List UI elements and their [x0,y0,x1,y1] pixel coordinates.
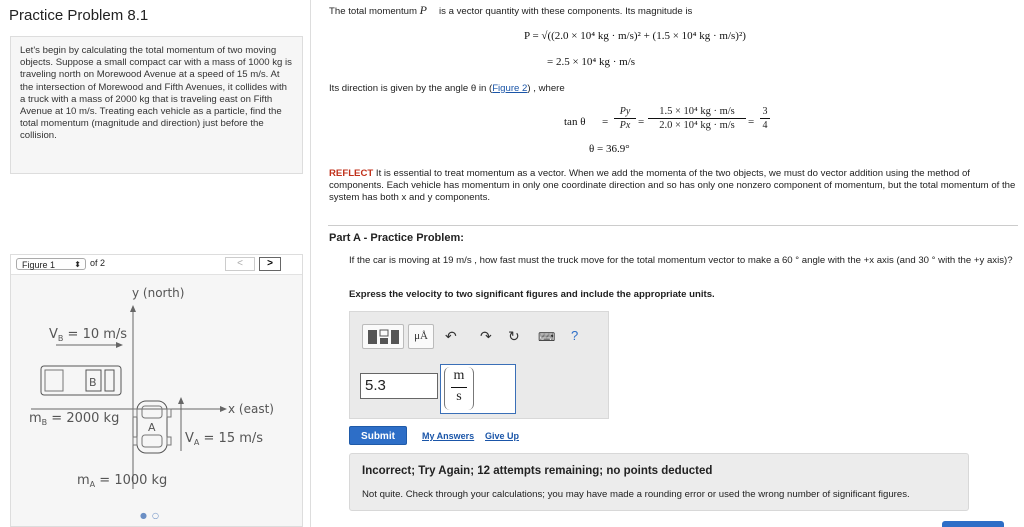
select-arrows-icon: ⬍ [74,260,81,269]
problem-panel [0,0,311,527]
section-divider [328,225,1018,226]
give-up-link[interactable]: Give Up [485,431,520,441]
tan-fraction-2: 1.5 × 10⁴ kg · m/s 2.0 × 10⁴ kg · m/s [648,106,746,131]
y-axis-label: y (north) [132,286,185,300]
part-a-heading: Part A - Practice Problem: [329,232,464,244]
figure-2-link[interactable]: Figure 2 [492,83,528,94]
templates-icon [363,325,403,348]
tan-fraction-1: Py Px [614,106,636,131]
submit-button[interactable]: Submit [349,426,407,445]
figure-next-button[interactable]: > [259,257,281,271]
figure-page-dot-2[interactable]: ○ [152,511,159,520]
undo-icon[interactable]: ↶ [445,328,457,344]
direction-text: Its direction is given by the angle θ in (Figure 2) , where [329,83,565,94]
figure-select-value: Figure 1 [22,260,56,270]
tan-equals-2: = [638,116,645,128]
continue-button-partial[interactable] [942,521,1004,527]
truck-letter: B [89,376,97,389]
keyboard-icon[interactable]: ⌨ [538,330,556,344]
tan-equals: = [602,116,609,128]
y-axis-arrow-icon [130,305,136,312]
collision-figure [11,275,302,526]
unit-denominator: s [456,389,462,404]
feedback-title: Incorrect; Try Again; 12 attempts remaining; no points deducted [362,465,713,477]
magnitude-equation-line2: = 2.5 × 10⁴ kg · m/s [547,56,636,68]
figure-toolbar [11,255,302,275]
feedback-box [349,453,969,511]
templates-button[interactable] [362,324,404,349]
magnitude-equation-line1: P = √((2.0 × 10⁴ kg · m/s)² + (1.5 × 10⁴ kg · m/s)²) [524,30,746,42]
momentum-intro: The total momentum P⃗ is a vector quantity with these components. Its magnitude is [329,3,693,17]
value-input[interactable]: 5.3 [360,373,438,399]
figure-prev-button[interactable]: < [225,257,255,271]
x-axis-arrow-icon [220,406,227,412]
page-title: Practice Problem 8.1 [9,7,149,24]
reflect-label: REFLECT [329,168,374,179]
question-text: If the car is moving at 19 m/s , how fast must the truck move for the total momentum vector to make a 60 ° angle with the +x axis (and 30 ° with the +y axis)? [349,255,1013,266]
p-vector-symbol: P⃗ [419,3,437,17]
feedback-message: Not quite. Check through your calculations; you may have made a rounding error or used the wrong number of significant figures. [362,489,910,500]
tan-fraction-3: 3 4 [760,106,770,131]
truck-arrow-head-icon [116,342,123,348]
theta-result: θ = 36.9° [589,143,630,155]
truck-b-icon [41,366,121,395]
reset-icon[interactable]: ↻ [508,328,520,344]
reflect-paragraph: REFLECT It is essential to treat momentum as a vector. When we add the momenta of the two objects, we must do vector addition using the method of components. Each vehicle has momentum in only one coordinate direction and so has only one nonzero component of momentum, but the total momentum of the system has both x and y components. [329,168,1016,203]
car-letter: A [148,421,156,434]
unit-fraction-bar [451,387,467,388]
problem-intro: Let's begin by calculating the total momentum of two moving objects. Suppose a small compact car with a mass of 1000 kg is traveling north on Morewood Avenue at a speed of 15 m/s. At the intersection of Morewood and Fifth Avenues, it collides with a truck with a mass of 2000 kg that is traveling east on Fifth Avenue at 10 m/s. Treating each vehicle as a particle, find the total momentum (magnitude and direction) just before the collision. [10,36,303,174]
unit-numerator: m [453,368,465,383]
my-answers-link[interactable]: My Answers [422,431,475,441]
solution-panel [320,0,1024,527]
tan-label: tan θ [564,116,586,128]
unit-fraction [444,367,474,410]
ma-label: $m_A = 1000$ kg [77,473,168,489]
va-label: $V_A = 15$ m/s [185,431,264,447]
figure-count: of 2 [90,258,106,268]
x-axis-label: x (east) [228,402,274,416]
redo-icon[interactable]: ↷ [480,328,492,344]
car-arrow-head-icon [178,397,184,404]
mb-label: $m_B = 2000$ kg [29,411,120,427]
figure-page-dot-1[interactable]: ● [140,511,147,520]
units-button[interactable]: μÅ [408,324,434,349]
help-icon[interactable]: ? [571,328,579,343]
tan-equals-3: = [748,116,755,128]
answer-instructions: Express the velocity to two significant figures and include the appropriate units. [349,289,715,300]
vb-label: $V_B = 10$ m/s [49,327,128,343]
figure-panel [10,254,303,527]
figure-select[interactable] [16,258,86,270]
